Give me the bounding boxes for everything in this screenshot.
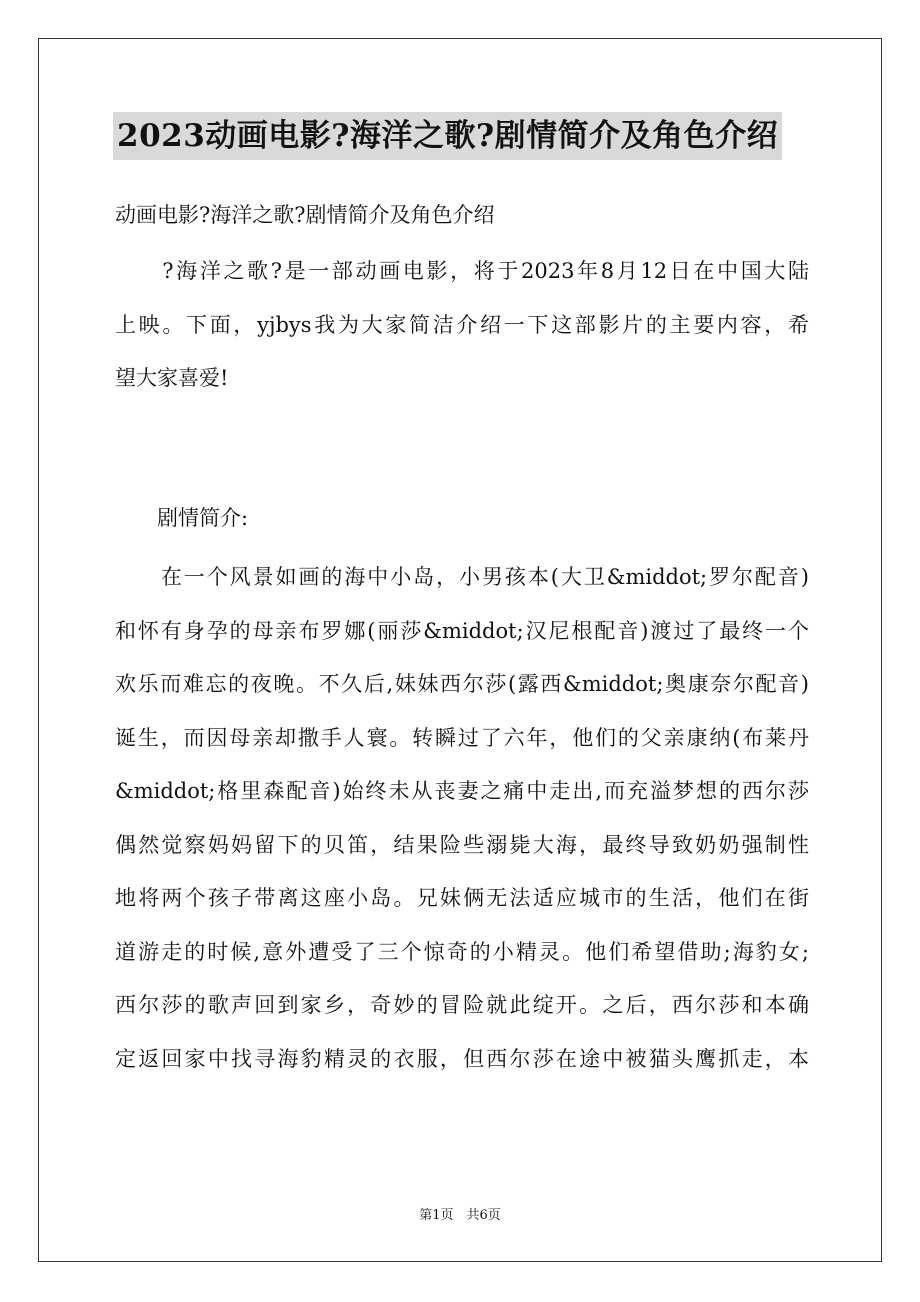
plot-line: 诞生，而因母亲却撒手人寰。转瞬过了六年，他们的父亲康纳(布莱丹 — [115, 725, 809, 750]
intro-paragraph — [115, 245, 809, 406]
intro-line: 上映。下面，yjbys我为大家简洁介绍一下这部影片的主要内容，希 — [115, 312, 809, 337]
page-footer: 第1页 共6页 — [419, 1208, 501, 1223]
plot-line: 欢乐而难忘的夜晚。不久后,妹妹西尔莎(露西&middot;奥康奈尔配音) — [115, 672, 809, 696]
intro-line: 望大家喜爱! — [115, 366, 229, 390]
plot-paragraph — [115, 551, 809, 1086]
plot-line: 西尔莎的歌声回到家乡，奇妙的冒险就此绽开。之后，西尔莎和本确 — [115, 993, 809, 1017]
plot-line: &middot;格里森配音)始终未从丧妻之痛中走出,而充溢梦想的西尔莎 — [115, 779, 809, 803]
plot-line: 在一个风景如画的海中小岛，小男孩本(大卫&middot;罗尔配音) — [115, 565, 809, 589]
plot-line: 和怀有身孕的母亲布罗娜(丽莎&middot;汉尼根配音)渡过了最终一个 — [115, 618, 809, 643]
section-heading: 剧情简介: — [115, 506, 249, 530]
plot-line: 定返回家中找寻海豹精灵的衣服，但西尔莎在途中被猫头鹰抓走，本 — [115, 1046, 809, 1071]
intro-line: ?海洋之歌?是一部动画电影，将于2023年8月12日在中国大陆 — [115, 259, 809, 283]
plot-line: 偶然觉察妈妈留下的贝笛，结果险些溺毙大海，最终导致奶奶强制性 — [115, 832, 809, 857]
section-heading-block — [115, 492, 809, 546]
document-subtitle: 动画电影?海洋之歌?剧情简介及角色介绍 — [115, 203, 495, 227]
document-title: 2023动画电影?海洋之歌?剧情简介及角色介绍 — [113, 112, 782, 160]
plot-line: 道游走的时候,意外遭受了三个惊奇的小精灵。他们希望借助;海豹女; — [115, 939, 809, 964]
plot-line: 地将两个孩子带离这座小岛。兄妹俩无法适应城市的生活，他们在街 — [115, 886, 809, 910]
